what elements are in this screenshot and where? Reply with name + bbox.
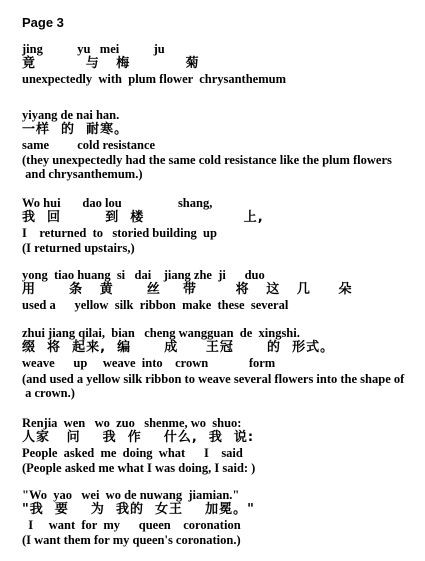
english-line: weave up weave into crown form — [22, 356, 276, 370]
hanzi-line: 竟 与 梅 菊 — [22, 56, 200, 71]
hanzi-line: "我 要 为 我的 女王 加冕。" — [22, 502, 255, 517]
translation-line: (People asked me what I was doing, I said: ) — [22, 461, 256, 475]
hanzi-line: 用 条 黄 丝 带 将 这 几 朵 — [22, 282, 353, 297]
hanzi-line: 缀 将 起来, 编 成 王冠 的 形式。 — [22, 340, 335, 355]
pinyin-line: yiyang de nai han. — [22, 108, 120, 122]
translation-line: (and used a yellow silk ribbon to weave several flowers into the shape of a crown.) — [22, 372, 405, 400]
english-line: unexpectedly with plum flower chrysanthemum — [22, 72, 287, 86]
english-line: used a yellow silk ribbon make these several — [22, 298, 289, 312]
english-line: same cold resistance — [22, 138, 156, 152]
translation-line: (I want them for my queen's coronation.) — [22, 533, 241, 547]
pinyin-line: Renjia wen wo zuo shenme, wo shuo: — [22, 416, 242, 430]
pinyin-line: "Wo yao wei wo de nuwang jiamian." — [22, 488, 240, 502]
translation-line: (I returned upstairs,) — [22, 241, 135, 255]
hanzi-line: 我 回 到 楼 上, — [22, 210, 264, 225]
english-line: I returned to storied building up — [22, 226, 217, 240]
pinyin-line: zhui jiang qilai, bian cheng wangguan de xingshi. — [22, 326, 300, 340]
hanzi-line: 一样 的 耐寒。 — [22, 122, 129, 137]
pinyin-line: jing yu mei ju — [22, 42, 165, 56]
english-line: People asked me doing what I said — [22, 446, 243, 460]
pinyin-line: Wo hui dao lou shang, — [22, 196, 213, 210]
translation-line: (they unexpectedly had the same cold resistance like the plum flowers and chrysanthemum.) — [22, 153, 392, 181]
page-title: Page 3 — [22, 15, 64, 30]
pinyin-line: yong tiao huang si dai jiang zhe ji duo — [22, 268, 265, 282]
hanzi-line: 人家 问 我 作 什么, 我 说: — [22, 430, 255, 445]
english-line: I want for my queen coronation — [22, 518, 241, 532]
